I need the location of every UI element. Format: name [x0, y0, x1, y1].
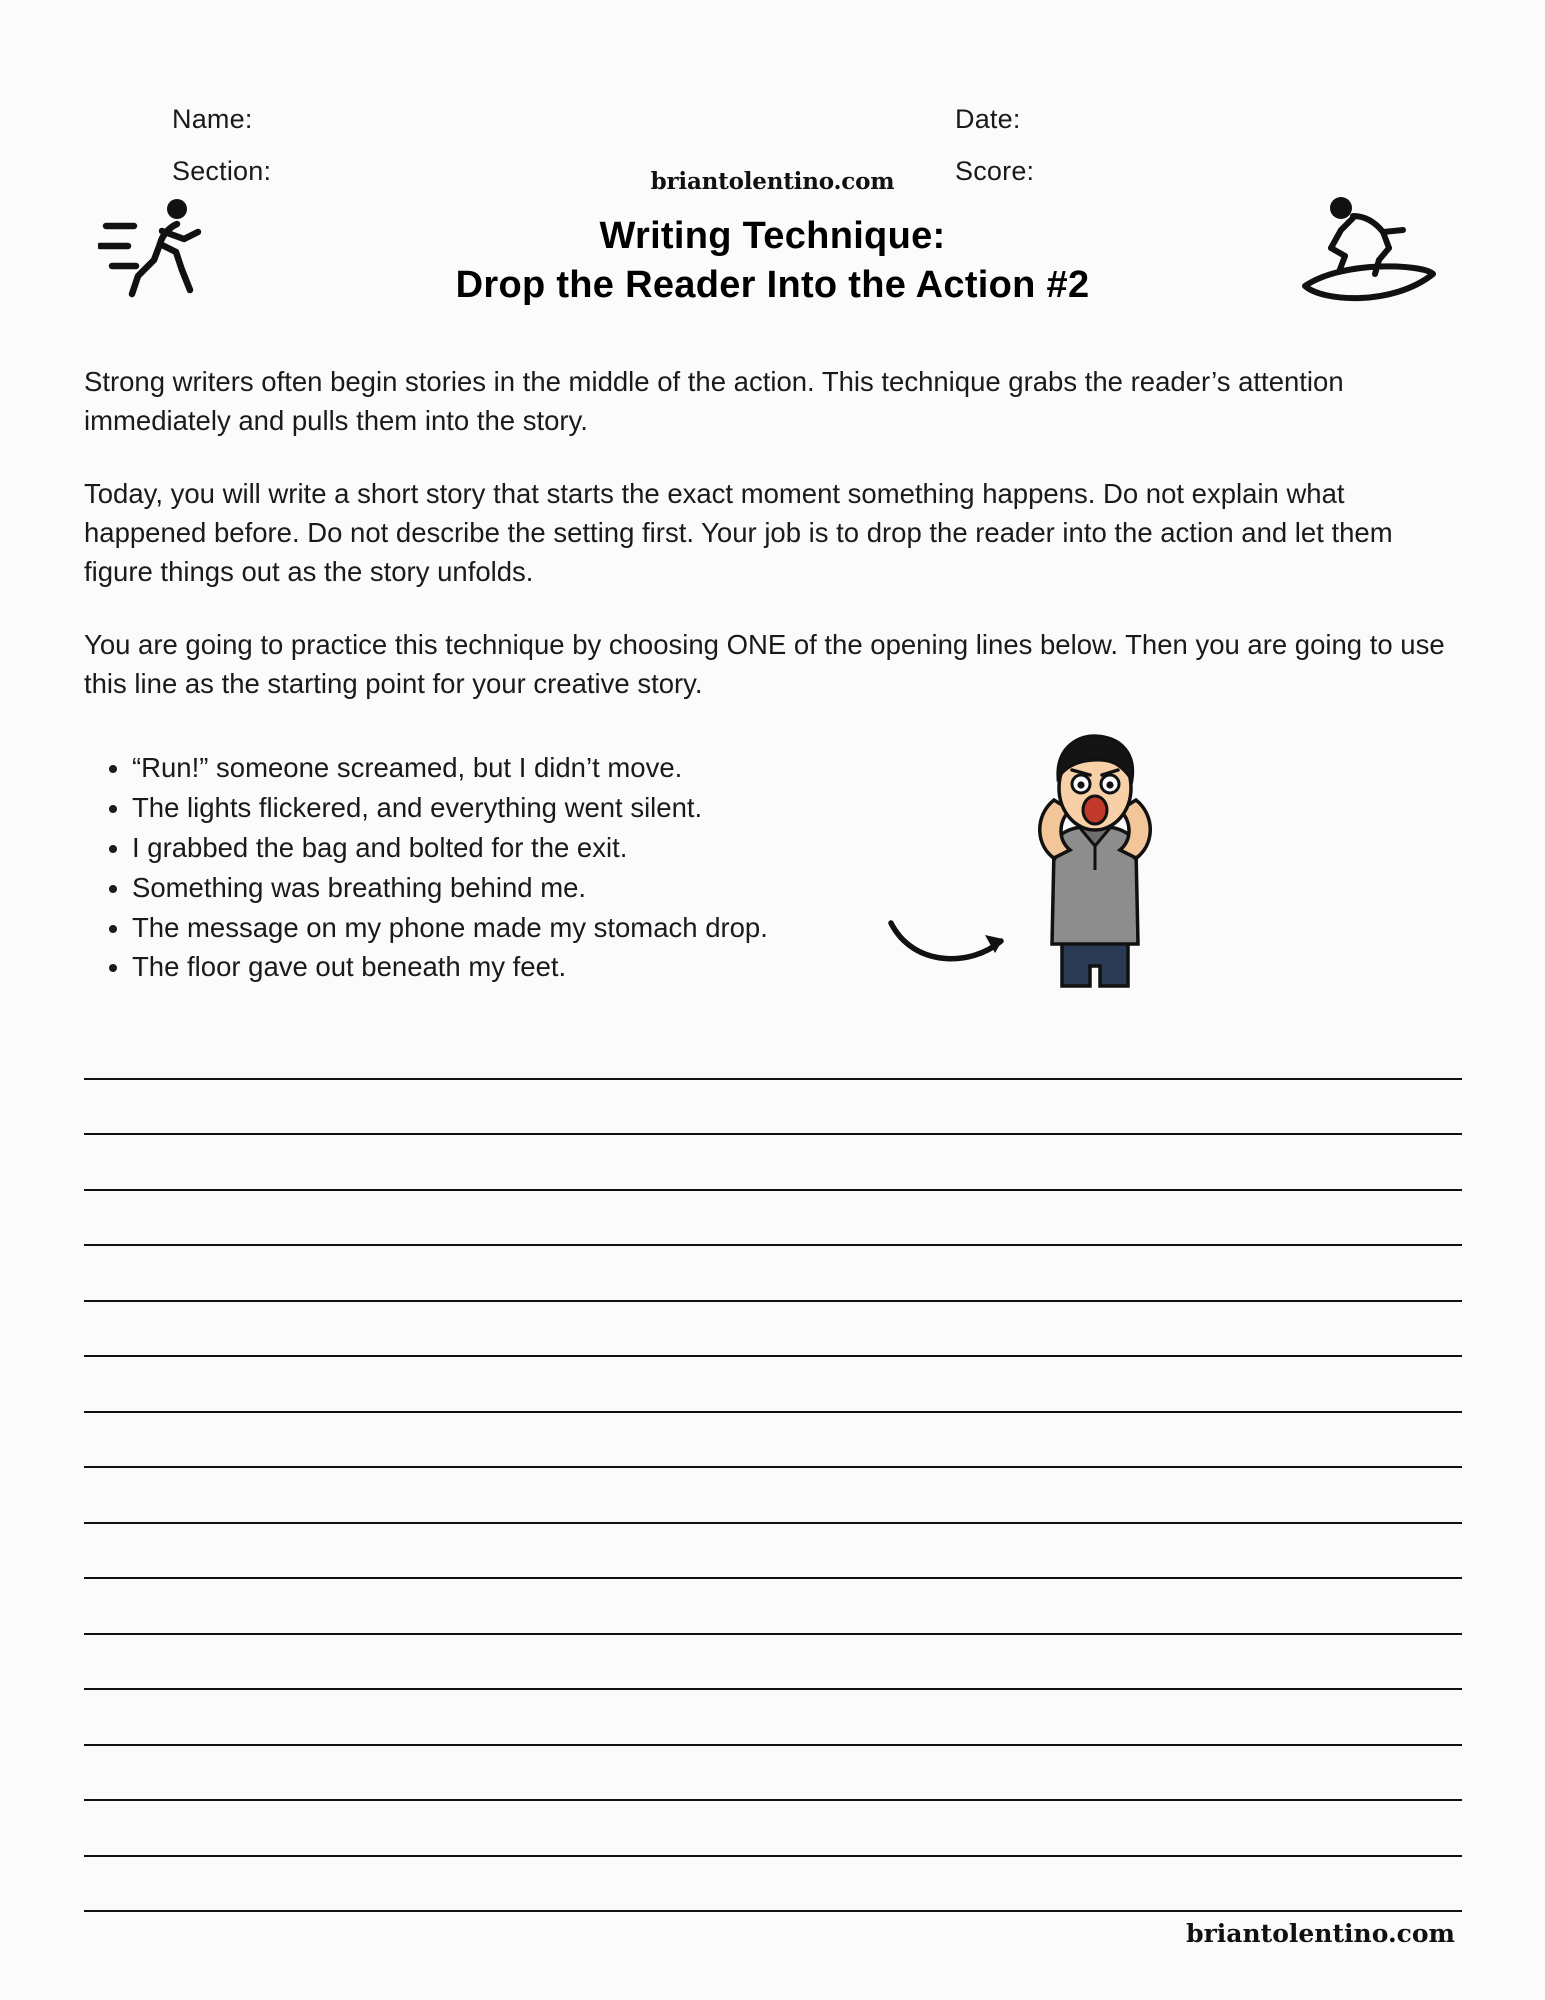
- list-item: • Something was breathing behind me.: [132, 872, 1004, 904]
- writing-line[interactable]: [84, 1579, 1462, 1635]
- writing-line[interactable]: [84, 1191, 1462, 1247]
- screaming-boy-illustration: [1010, 730, 1180, 1000]
- writing-line[interactable]: [84, 1635, 1462, 1691]
- page-title-line2: Drop the Reader Into the Action #2: [455, 263, 1090, 306]
- writing-line[interactable]: [84, 1690, 1462, 1746]
- writing-line[interactable]: [84, 1246, 1462, 1302]
- instructions-paragraph-1: Strong writers often begin stories in the middle of the action. This technique grabs the reader’s attention immediately and pulls them into the story.: [84, 366, 1344, 437]
- opening-lines-list: [84, 752, 1004, 991]
- brand-watermark-top: briantolentino.com: [650, 168, 895, 195]
- snowboarder-icon: [1283, 186, 1453, 316]
- page-title-line1: Writing Technique:: [599, 215, 946, 257]
- list-item: • “Run!” someone screamed, but I didn’t move.: [132, 752, 1004, 784]
- date-field-label: Date:: [955, 104, 1021, 134]
- writing-line[interactable]: [84, 1746, 1462, 1802]
- writing-line[interactable]: [84, 1302, 1462, 1358]
- list-item: • The message on my phone made my stomach drop.: [132, 912, 1004, 944]
- instructions-paragraph-2: Today, you will write a short story that starts the exact moment something happens. Do not explain what happened before. Do not describe the setting first. Your job is to drop the reader into the action and let them figure things out as the story unfolds.: [84, 478, 1393, 588]
- score-field-label: Score:: [955, 156, 1035, 186]
- writing-line[interactable]: [84, 1857, 1462, 1913]
- instructions: [84, 362, 1466, 737]
- writing-line[interactable]: [84, 1357, 1462, 1413]
- writing-line[interactable]: [84, 1024, 1462, 1080]
- running-person-icon: [98, 190, 218, 310]
- writing-line[interactable]: [84, 1524, 1462, 1580]
- name-field-label: Name:: [172, 104, 253, 134]
- writing-line[interactable]: [84, 1080, 1462, 1136]
- writing-lines[interactable]: [84, 1024, 1462, 1912]
- list-item: • The lights flickered, and everything went silent.: [132, 792, 1004, 824]
- writing-line[interactable]: [84, 1413, 1462, 1469]
- writing-line[interactable]: [84, 1468, 1462, 1524]
- section-field-label: Section:: [172, 156, 272, 186]
- brand-watermark-bottom: briantolentino.com: [1186, 1919, 1455, 1948]
- list-item: • The floor gave out beneath my feet.: [132, 951, 1004, 983]
- curved-arrow-icon: [885, 905, 1015, 975]
- writing-line[interactable]: [84, 1801, 1462, 1857]
- writing-line[interactable]: [84, 1135, 1462, 1191]
- instructions-paragraph-3: You are going to practice this technique by choosing ONE of the opening lines below. Then you are going to use this line as the starting point for your creative story.: [84, 629, 1445, 700]
- list-item: • I grabbed the bag and bolted for the exit.: [132, 832, 1004, 864]
